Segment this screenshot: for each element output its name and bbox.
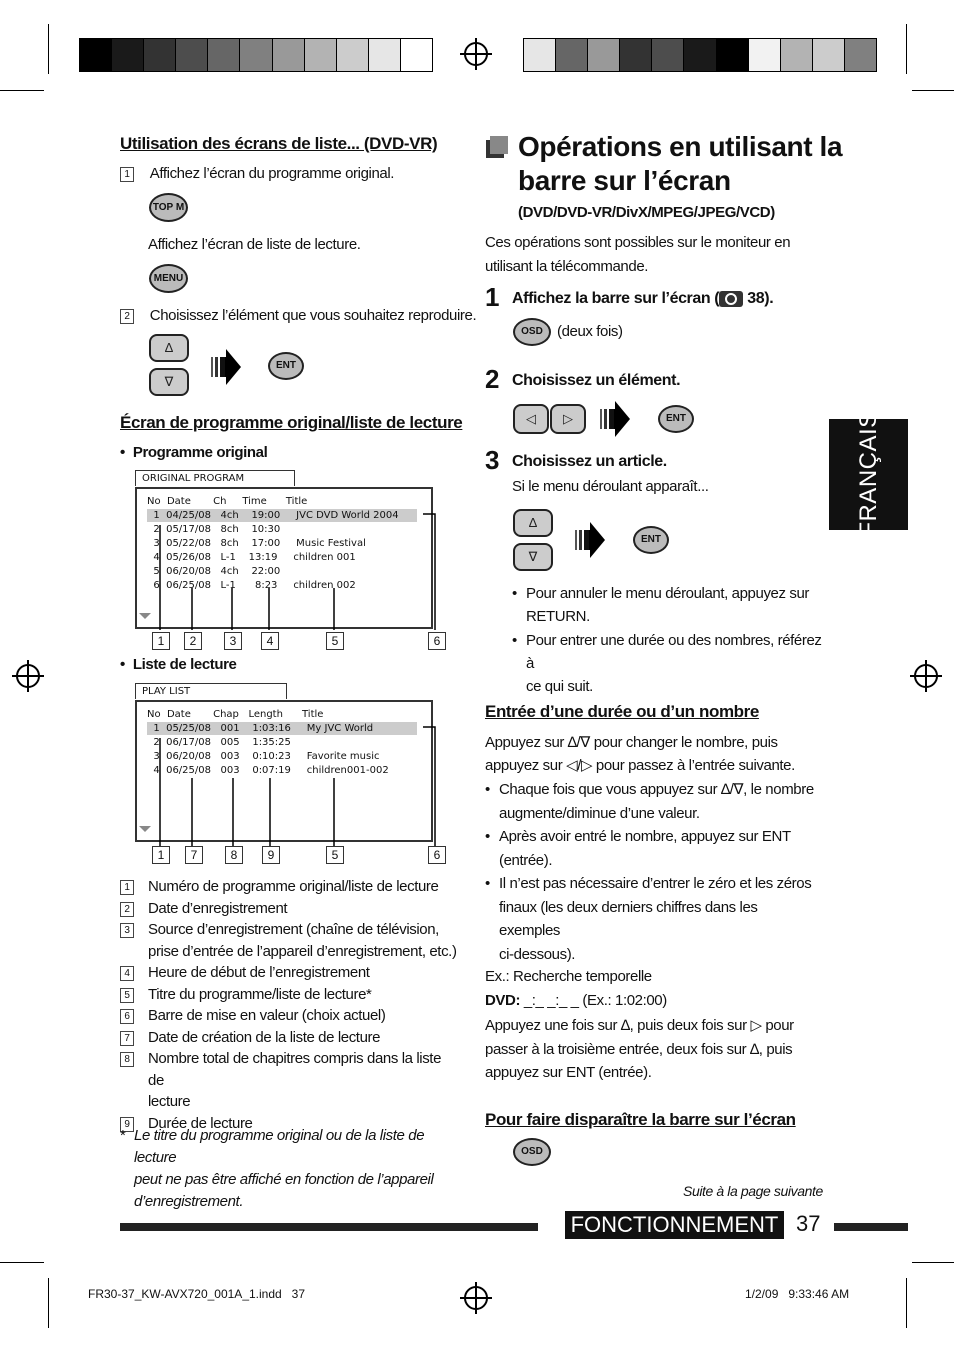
legend-item (120, 1027, 460, 1049)
continued-note: Suite à la page suivante (683, 1183, 823, 1199)
screen-tab: ORIGINAL PROGRAM (135, 470, 295, 486)
table-row[interactable]: 3 05/22/08 8ch 17:00 Music Festival (147, 538, 366, 549)
step-text: Affichez l’écran de liste de lecture. (148, 236, 361, 253)
ent-button[interactable]: ENT (268, 352, 304, 380)
example-text: _:_ _:_ _ (Ex.: 1:02:00) (520, 992, 667, 1009)
table-row[interactable]: 4 05/26/08 L-1 13:19 children 001 (147, 552, 356, 563)
legend-item (120, 984, 460, 1006)
table-row[interactable]: 2 06/17/08 005 1:35:25 (147, 737, 291, 748)
legend-text: lecture (148, 1093, 191, 1110)
footer-rule (834, 1223, 908, 1231)
table-row[interactable]: 2 05/17/08 8ch 10:30 (147, 524, 281, 535)
text-line: Pour annuler le menu déroulant, appuyez sur (526, 585, 809, 602)
color-swatch (812, 39, 844, 71)
callout-number: 8 (225, 846, 243, 864)
table-row[interactable]: 1 05/25/08 001 1:03:16 My JVC World (147, 722, 417, 735)
footnote-line: Le titre du programme original ou de la liste de lecture (134, 1127, 425, 1166)
legend-item (120, 919, 460, 941)
ent-button[interactable]: ENT (633, 526, 669, 554)
legend-item (120, 1005, 460, 1027)
crop-mark (912, 90, 954, 91)
language-tab[interactable] (829, 411, 908, 537)
color-swatch (400, 39, 432, 71)
legend-number: 8 (120, 1052, 134, 1067)
callout-number: 9 (262, 846, 280, 864)
text-line: Appuyez une fois sur ∆, puis deux fois sur ▷ pour (485, 1017, 794, 1034)
up-button[interactable]: ∆ (513, 509, 553, 537)
footnote-line: d’enregistrement. (134, 1193, 244, 1210)
legend-text: Heure de début de l’enregistrement (148, 964, 370, 981)
table-row[interactable]: 5 06/20/08 4ch 22:00 (147, 566, 281, 577)
text-line: augmente/diminue d’une valeur. (499, 804, 700, 822)
title-line: barre sur l’écran (518, 165, 731, 196)
color-bar-right (523, 38, 877, 72)
color-swatch (304, 39, 336, 71)
page-number: 37 (796, 1211, 821, 1236)
arrow-right-icon (211, 349, 243, 390)
osd-button[interactable]: OSD (513, 1138, 551, 1166)
legend-item (120, 898, 460, 920)
menu-button[interactable]: MENU (149, 264, 188, 293)
right-button[interactable]: ▷ (550, 404, 586, 434)
legend-number: 2 (120, 902, 134, 917)
color-swatch (844, 39, 876, 71)
callout-lines (135, 500, 445, 640)
callout-number: 6 (428, 846, 446, 864)
legend-number: 4 (120, 966, 134, 981)
registration-mark-icon (914, 664, 938, 688)
screen-header: No Date Ch Time Title (147, 496, 308, 507)
paragraph (485, 1014, 794, 1085)
callout-number: 7 (185, 846, 203, 864)
bullet-item: • Pour annuler le menu déroulant, appuyez sur RETURN. (512, 582, 822, 628)
footer-section-label: FONCTIONNEMENT (565, 1211, 784, 1239)
legend-number: 6 (120, 1009, 134, 1024)
step-item (120, 305, 476, 327)
text-line: appuyez sur ◁/▷ pour passez à l’entrée suivante. (485, 757, 795, 774)
page-title (518, 130, 842, 198)
legend-number: 5 (120, 988, 134, 1003)
callout-number: 3 (224, 632, 242, 650)
text-line: finaux (les deux derniers chiffres dans les exemples (499, 898, 758, 939)
crop-mark (912, 1262, 954, 1263)
legend-text: Date de création de la liste de lecture (148, 1028, 381, 1046)
crop-mark (0, 90, 44, 91)
color-swatch (716, 39, 748, 71)
color-swatch (143, 39, 175, 71)
screen-tab: PLAY LIST (135, 683, 287, 699)
legend-item (120, 876, 460, 898)
step-number: 1 (120, 167, 134, 182)
crop-mark (48, 24, 49, 74)
color-swatch (272, 39, 304, 71)
down-button[interactable]: ∇ (513, 543, 553, 571)
color-swatch (748, 39, 780, 71)
note-text: Si le menu déroulant apparaît... (512, 478, 709, 495)
color-swatch (239, 39, 271, 71)
color-swatch (175, 39, 207, 71)
bullet-item: • Après avoir entré le nombre, appuyez sur ENT (entrée). (485, 825, 820, 872)
text-line: Ces opérations sont possibles sur le moniteur en (485, 234, 791, 251)
legend-text: Titre du programme/liste de lecture* (148, 985, 372, 1003)
slug-date: 1/2/09 9:33:46 AM (745, 1287, 850, 1301)
color-bar-left (79, 38, 433, 72)
footnote (134, 1125, 464, 1213)
topm-button[interactable]: TOP M (149, 193, 188, 222)
legend-item (120, 1091, 460, 1113)
legend-text: Source d’enregistrement (chaîne de télévision, (148, 921, 439, 938)
bullet-text: Liste de lecture (132, 656, 237, 673)
legend-number: 7 (120, 1031, 134, 1046)
arrow-right-icon (600, 401, 632, 442)
legend-item (120, 1048, 460, 1091)
text-line: RETURN. (526, 608, 590, 625)
table-row[interactable]: 1 04/25/08 4ch 19:00 JVC DVD World 2004 (147, 509, 417, 522)
arrow-right-icon (575, 522, 607, 563)
legend-text: Numéro de programme original/liste de lecture (148, 878, 439, 895)
bullet-text: Programme original (132, 444, 268, 461)
text-line: utilisant la télécommande. (485, 258, 649, 275)
example-label: Ex.: Recherche temporelle (485, 968, 652, 985)
table-row[interactable]: 3 06/20/08 003 0:10:23 Favorite music (147, 751, 380, 762)
color-swatch (111, 39, 143, 71)
subtitle: (DVD/DVD-VR/DivX/MPEG/JPEG/VCD) (518, 204, 775, 221)
color-swatch (368, 39, 400, 71)
legend-text: Durée de lecture (148, 1114, 253, 1132)
crop-mark (906, 24, 907, 74)
step-heading: Choisissez un élément. (512, 372, 681, 389)
osd-button[interactable]: OSD (513, 318, 551, 346)
up-button[interactable]: ∆ (149, 334, 189, 362)
paragraph (485, 731, 795, 777)
step-number: 2 (120, 309, 134, 324)
callout-number: 5 (326, 846, 344, 864)
slug-file: FR30-37_KW-AVX720_001A_1.indd 37 (88, 1287, 306, 1301)
legend-item (120, 962, 460, 984)
callout-number: 5 (326, 632, 344, 650)
table-row[interactable]: 4 06/25/08 003 0:07:19 children001-002 (147, 765, 389, 776)
step-text: Affichez la barre sur l’écran ( (512, 290, 720, 307)
text-line: appuyez sur ENT (entrée). (485, 1064, 652, 1081)
text-line: ce qui suit. (526, 678, 593, 695)
section-square-icon (490, 136, 508, 154)
registration-mark-icon (464, 1286, 488, 1310)
section-heading: Entrée d’une durée ou d’un nombre (485, 702, 759, 721)
text-line: Pour entrer une durée ou des nombres, référez à (526, 632, 822, 672)
color-swatch (80, 39, 111, 71)
callout-number: 1 (152, 632, 170, 650)
left-button[interactable]: ◁ (513, 404, 549, 434)
table-row[interactable]: 6 06/25/08 L-1 8:23 children 002 (147, 580, 356, 591)
step-text: Choisissez l’élément que vous souhaitez reproduire. (149, 307, 477, 324)
color-swatch (683, 39, 715, 71)
legend-text: prise d’entrée de l’appareil d’enregistrement, etc.) (148, 942, 457, 960)
legend-number: 1 (120, 880, 134, 895)
step-heading: Choisissez un article. (512, 453, 667, 470)
text-line: Il n’est pas nécessaire d’entrer le zéro et les zéros (499, 875, 812, 892)
color-swatch (619, 39, 651, 71)
step-text: Affichez l’écran du programme original. (149, 165, 395, 182)
crop-mark (48, 1278, 49, 1328)
intro-text (485, 231, 790, 279)
footnote-mark: * (120, 1127, 126, 1144)
bullet-item: • Pour entrer une durée ou des nombres, référez à ce qui suit. (512, 629, 822, 698)
down-button[interactable]: ∇ (149, 368, 189, 396)
bullet-item: • Chaque fois que vous appuyez sur ∆/∇, le nombre augmente/diminue d’une valeur. (485, 778, 820, 825)
section-heading: Écran de programme original/liste de lecture (120, 413, 463, 432)
color-swatch (336, 39, 368, 71)
text-line: (entrée). (499, 851, 553, 869)
title-line: Opérations en utilisant la (518, 131, 843, 162)
step-item (120, 163, 394, 185)
legend-number: 3 (120, 923, 134, 938)
callout-lines (135, 713, 445, 853)
ent-button[interactable]: ENT (658, 405, 694, 433)
language-tab-label: FRANÇAIS (855, 411, 882, 537)
step-heading (512, 288, 773, 310)
example-format (485, 990, 667, 1012)
footer-rule (120, 1223, 538, 1231)
bullet-item: • Il n’est pas nécessaire d’entrer le zéro et les zéros finaux (les deux derniers chiffres dans les exemples ci-dessous). (485, 872, 820, 966)
callout-number: 2 (184, 632, 202, 650)
text-line: ci-dessous). (499, 945, 576, 963)
color-swatch (555, 39, 587, 71)
screen-header: No Date Chap Length Title (147, 709, 324, 720)
color-swatch (207, 39, 239, 71)
color-swatch (780, 39, 812, 71)
step-number: 2 (485, 364, 500, 394)
callout-number: 1 (152, 846, 170, 864)
registration-mark-icon (464, 42, 488, 66)
crop-mark (906, 1278, 907, 1328)
page-ref: 38). (743, 290, 774, 307)
text-line: Chaque fois que vous appuyez sur ∆/∇, le nombre (499, 781, 814, 798)
color-swatch (524, 39, 555, 71)
legend-text: Date d’enregistrement (148, 899, 288, 917)
text-line: passer à la troisième entrée, deux fois sur ∆, puis (485, 1040, 793, 1058)
registration-mark-icon (16, 664, 40, 688)
callout-number: 6 (428, 632, 446, 650)
callout-number: 4 (261, 632, 279, 650)
text-line: Après avoir entré le nombre, appuyez sur ENT (499, 828, 791, 845)
legend-text: Barre de mise en valeur (choix actuel) (148, 1007, 386, 1024)
legend-number: 9 (120, 1117, 134, 1132)
color-swatch (587, 39, 619, 71)
bullet-item: • Liste de lecture (120, 656, 237, 673)
section-heading: Pour faire disparaître la barre sur l’écran (485, 1110, 796, 1129)
note-text: (deux fois) (557, 323, 623, 340)
magnifier-icon (719, 291, 743, 307)
section-heading: Utilisation des écrans de liste... (DVD-VR) (120, 134, 438, 153)
step-number: 3 (485, 445, 500, 475)
example-bold: DVD: (485, 992, 521, 1009)
crop-mark (0, 1262, 44, 1263)
text-line: Appuyez sur ∆/∇ pour changer le nombre, puis (485, 734, 778, 751)
bullet-item: • Programme original (120, 444, 268, 461)
legend-list (120, 876, 460, 1134)
legend-text: Nombre total de chapitres compris dans la liste de (148, 1050, 442, 1089)
legend-item (120, 941, 460, 963)
color-swatch (651, 39, 683, 71)
step-number: 1 (485, 282, 500, 312)
footnote-line: peut ne pas être affiché en fonction de l’appareil (134, 1171, 434, 1188)
